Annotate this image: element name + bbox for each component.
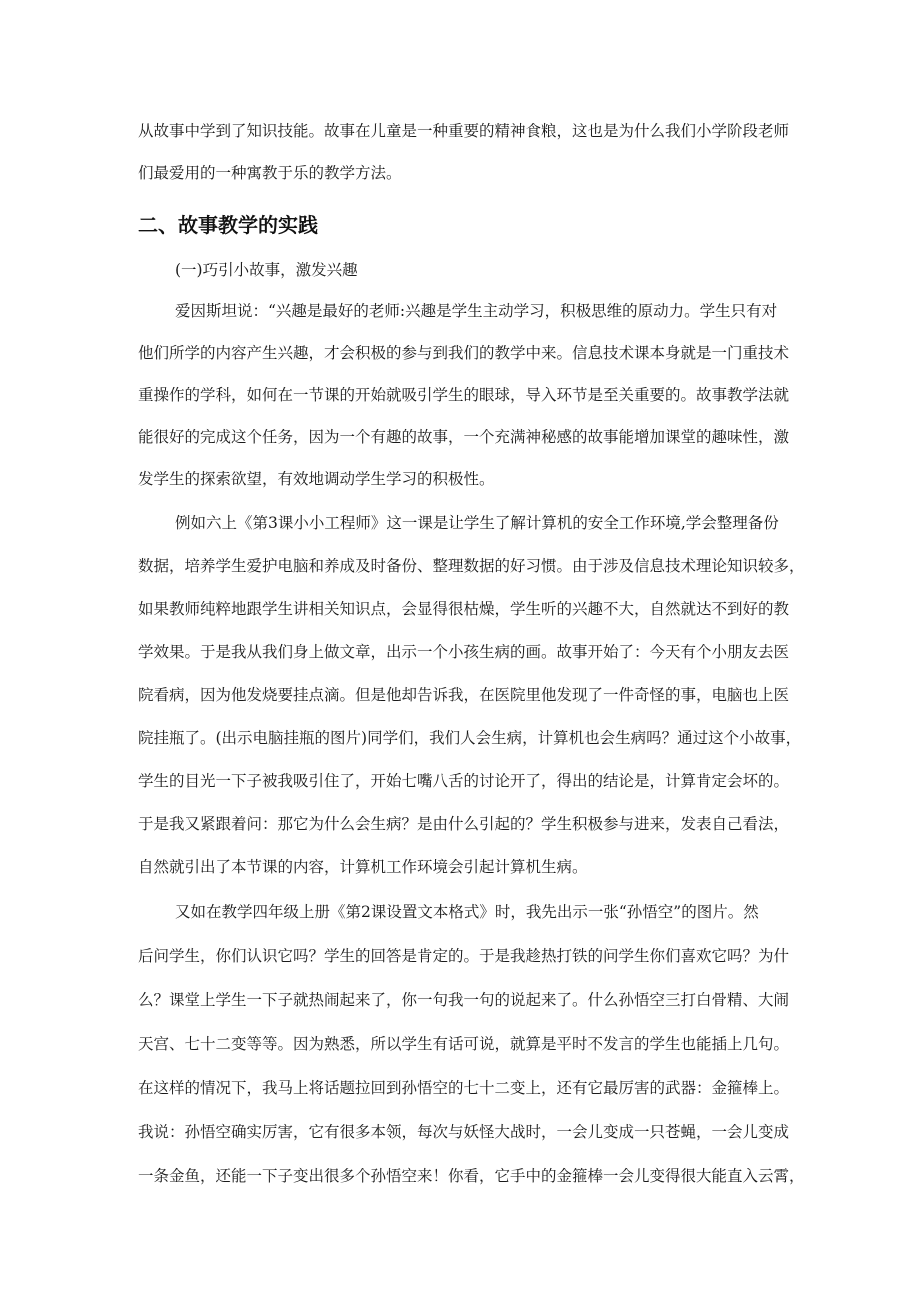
intro-line: 从故事中学到了知识技能。故事在儿童是一种重要的精神食粮，这也是为什么我们小学阶段老师 (138, 122, 790, 140)
paragraph-line: 例如六上《第3课小小工程师》这一课是让学生了解计算机的安全工作环境,学会整理备份 (175, 514, 779, 532)
paragraph-line: 一条金鱼，还能一下子变出很多个孙悟空来！你看，它手中的金箍棒一会儿变得很大能直入云霄， (138, 1167, 805, 1185)
paragraph-line: 后问学生，你们认识它吗？学生的回答是肯定的。于是我趁热打铁的问学生你们喜欢它吗？为什 (138, 947, 790, 965)
paragraph-line: 发学生的探索欲望，有效地调动学生学习的积极性。 (138, 470, 495, 488)
paragraph-line: 么？课堂上学生一下子就热闹起来了，你一句我一句的说起来了。什么孙悟空三打白骨精、大闹 (138, 991, 790, 1009)
subheading: (一)巧引小故事，激发兴趣 (175, 261, 358, 279)
paragraph-line: 院看病，因为他发烧要挂点滴。但是他却告诉我，在医院里他发现了一件奇怪的事，电脑也上医 (138, 686, 790, 704)
paragraph-line: 如果教师纯粹地跟学生讲相关知识点，会显得很枯燥，学生听的兴趣不大，自然就达不到好的教 (138, 600, 790, 618)
paragraph-line: 天宫、七十二变等等。因为熟悉，所以学生有话可说，就算是平时不发言的学生也能插上几句。 (138, 1035, 790, 1053)
paragraph-line: 院挂瓶了。(出示电脑挂瓶的图片)同学们，我们人会生病，计算机也会生病吗？通过这个小故事， (138, 729, 802, 747)
paragraph-line: 数据，培养学生爱护电脑和养成及时备份、整理数据的好习惯。由于涉及信息技术理论知识较多， (138, 557, 805, 575)
paragraph-line: 于是我又紧跟着问：那它为什么会生病？是由什么引起的？学生积极参与进来，发表自己看法， (138, 815, 790, 833)
paragraph-line: 自然就引出了本节课的内容，计算机工作环境会引起计算机生病。 (138, 858, 588, 876)
paragraph-line: 学生的目光一下子被我吸引住了，开始七嘴八舌的讨论开了，得出的结论是，计算肯定会坏的。 (138, 772, 790, 790)
paragraph-line: 重操作的学科，如何在一节课的开始就吸引学生的眼球，导入环节是至关重要的。故事教学法就 (138, 386, 790, 404)
paragraph-line: 在这样的情况下，我马上将话题拉回到孙悟空的七十二变上，还有它最厉害的武器：金箍棒上。 (138, 1079, 790, 1097)
intro-line: 们最爱用的一种寓教于乐的教学方法。 (138, 164, 402, 182)
paragraph-line: 能很好的完成这个任务，因为一个有趣的故事，一个充满神秘感的故事能增加课堂的趣味性，激 (138, 428, 790, 446)
paragraph-line: 他们所学的内容产生兴趣，才会积极的参与到我们的教学中来。信息技术课本身就是一门重技术 (138, 344, 790, 362)
paragraph-line: 学效果。于是我从我们身上做文章，出示一个小孩生病的画。故事开始了：今天有个小朋友去医 (138, 643, 790, 661)
section-heading: 二、故事教学的实践 (138, 213, 318, 237)
paragraph-line: 又如在教学四年级上册《第2课设置文本格式》时，我先出示一张“孙悟空”的图片。然 (175, 903, 759, 921)
paragraph-line: 我说：孙悟空确实厉害，它有很多本领，每次与妖怪大战时，一会儿变成一只苍蝇，一会儿变成 (138, 1123, 790, 1141)
paragraph-line: 爱因斯坦说：“兴趣是最好的老师:兴趣是学生主动学习，积极思维的原动力。学生只有对 (175, 302, 778, 320)
